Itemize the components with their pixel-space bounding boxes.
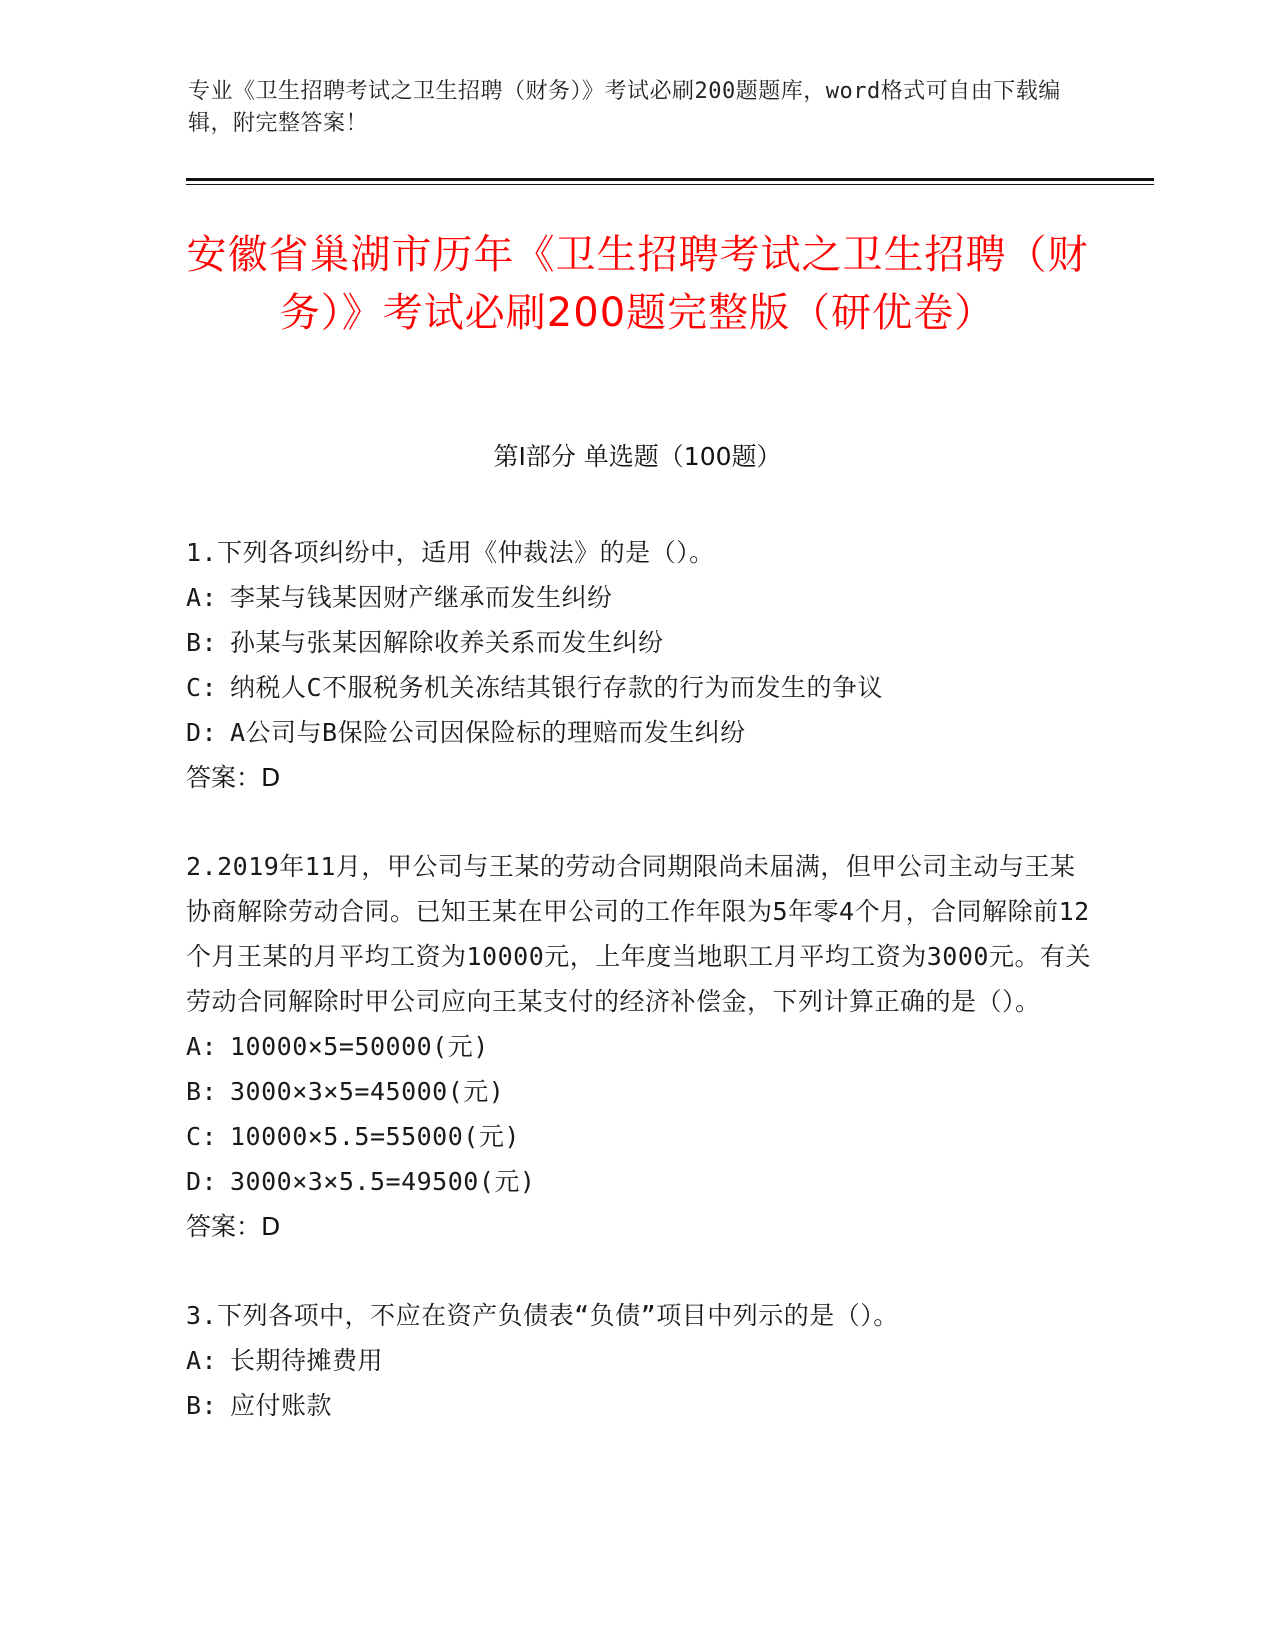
option-letter: D: [186,1167,218,1196]
option-a [186,1024,1091,1069]
option-letter: A: [186,1346,218,1375]
option-letter: A: [186,583,218,612]
question-1 [186,530,1091,800]
option-letter: C: [186,1122,218,1151]
option-d [186,710,1091,755]
option-text: 孙某与张某因解除收养关系而发生纠纷 [230,628,664,657]
option-letter: C: [186,673,218,702]
question-stem: 1.下列各项纠纷中，适用《仲裁法》的是（）。 [186,538,715,567]
option-text: 纳税人C不服税务机关冻结其银行存款的行为而发生的争议 [230,673,884,702]
option-d [186,1159,1091,1204]
question-list [186,530,1091,1472]
option-a [186,575,1091,620]
option-letter: B: [186,628,218,657]
question-3 [186,1293,1091,1428]
option-c [186,1114,1091,1159]
question-stem: 2.2019年11月，甲公司与王某的劳动合同期限尚未届满，但甲公司主动与王某协商解除劳动合同。已知王某在甲公司的工作年限为5年零4个月，合同解除前12个月王某的月平均工资为10000元，上年度当地职工月平均工资为3000元。有关劳动合同解除时甲公司应向王某支付的经济补偿金，下列计算正确的是（）。 [186,852,1091,1016]
option-b [186,1069,1091,1114]
option-text: A公司与B保险公司因保险标的理赔而发生纠纷 [230,718,746,747]
option-c [186,665,1091,710]
option-letter: B: [186,1391,218,1420]
option-b [186,1383,1091,1428]
answer-line: 答案：D [186,763,281,792]
section-title: 第Ⅰ部分 单选题（100题） [493,442,782,471]
option-letter: B: [186,1077,218,1106]
option-text: 3000×3×5.5=49500(元) [230,1167,536,1196]
header-rule-thick [186,178,1154,181]
option-b [186,620,1091,665]
document-title: 安徽省巢湖市历年《卫生招聘考试之卫生招聘（财务）》考试必刷200题完整版（研优卷） [186,232,1089,336]
answer-line: 答案：D [186,1212,281,1241]
option-text: 长期待摊费用 [230,1346,384,1375]
option-letter: A: [186,1032,218,1061]
option-text: 10000×5.5=55000(元) [230,1122,520,1151]
header-note: 专业《卫生招聘考试之卫生招聘（财务）》考试必刷200题题库，word格式可自由下载编辑，附完整答案！ [188,79,1061,136]
option-letter: D: [186,718,218,747]
option-text: 10000×5=50000(元) [230,1032,489,1061]
option-text: 应付账款 [230,1391,333,1420]
question-stem: 3.下列各项中，不应在资产负债表“负债”项目中列示的是（）。 [186,1301,899,1330]
header-rule-thin [186,184,1154,185]
option-a [186,1338,1091,1383]
question-2 [186,844,1091,1249]
option-text: 3000×3×5=45000(元) [230,1077,505,1106]
option-text: 李某与钱某因财产继承而发生纠纷 [230,583,613,612]
